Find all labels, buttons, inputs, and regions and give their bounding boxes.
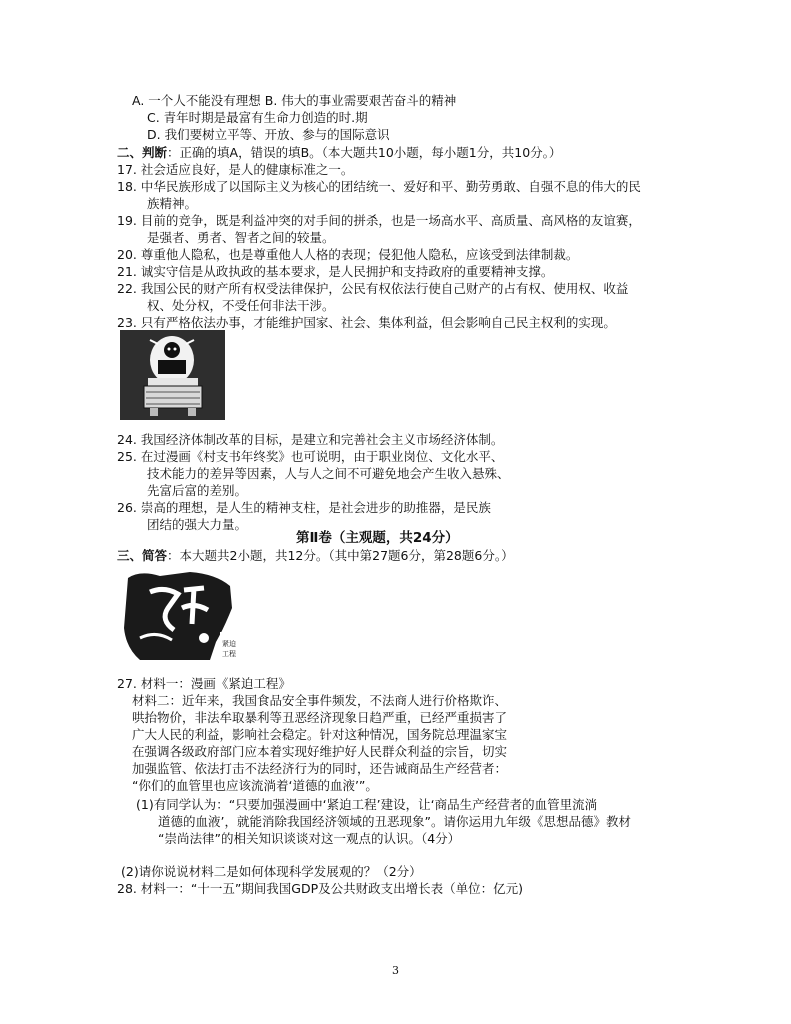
question-22-line2: 权、处分权，不受任何非法干涉。 [147,298,335,313]
question-27-material2-line2: 哄抬物价，非法牟取暴利等丑恶经济现象日趋严重，已经严重损害了 [132,710,508,725]
q16-option-d: D. 我们要树立平等、开放、参与的国际意识 [147,127,390,142]
cartoon-urgent-project-caption-2: 工程 [222,650,236,658]
cartoon-urgent-project-caption-1: 紧迫 [222,640,236,648]
question-27-material2-line6: “你们的血管里也应该流淌着‘道德的血液’”。 [132,778,378,793]
cartoon-urgent-project-drawing [120,568,242,666]
question-27-part1-line3: “崇尚法律”的相关知识谈谈对这一观点的认识。（4分） [158,831,461,846]
section-short-answer-instructions: ：本大题共2小题，共12分。（其中第27题6分，第28题6分。） [167,548,514,563]
question-18-line1: 18. 中华民族形成了以国际主义为核心的团结统一、爱好和平、勤劳勇敢、自强不息的伟大的民 [117,179,641,194]
question-27-part2: (2)请你说说材料二是如何体现科学发展观的？（2分） [121,864,422,879]
cartoon-village-secretary-drawing [120,330,225,420]
question-24: 24. 我国经济体制改革的目标，是建立和完善社会主义市场经济体制。 [117,432,504,447]
question-21: 21. 诚实守信是从政执政的基本要求，是人民拥护和支持政府的重要精神支撑。 [117,264,554,279]
question-27-part1-line2: 道德的血液’，就能消除我国经济领域的丑恶现象”。请你运用九年级《思想品德》教材 [158,814,631,829]
section-judgement-instructions: ：正确的填A，错误的填B。（本大题共10小题，每小题1分，共10分。） [167,145,562,160]
q16-option-ab: A. 一个人不能没有理想 B. 伟大的事业需要艰苦奋斗的精神 [132,93,457,108]
question-26-line1: 26. 崇高的理想，是人生的精神支柱，是社会进步的助推器，是民族 [117,500,491,515]
question-27-part1-line1: (1)有同学认为：“只要加强漫画中‘紧迫工程’建设，让‘商品生产经营者的血管里流淌 [136,797,598,812]
question-22-line1: 22. 我国公民的财产所有权受法律保护，公民有权依法行使自己财产的占有权、使用权、收益 [117,281,629,296]
page-number: 3 [392,964,399,977]
question-27-material2-line3: 广大人民的利益，影响社会稳定。针对这种情况，国务院总理温家宝 [132,727,508,742]
cartoon-urgent-project [120,568,242,666]
question-17: 17. 社会适应良好，是人的健康标准之一。 [117,162,354,177]
cartoon-village-secretary [120,330,225,420]
question-25-line1: 25. 在过漫画《村支书年终奖》也可说明，由于职业岗位、文化水平、 [117,449,504,464]
question-26-line2: 团结的强大力量。 [147,517,248,532]
question-27-material2-line5: 加强监管、依法打击不法经济行为的同时，还告诫商品生产经营者： [132,761,508,776]
question-23: 23. 只有严格依法办事，才能维护国家、社会、集体利益，但会影响自己民主权利的实现。 [117,315,616,330]
section-judgement-heading [117,145,561,161]
question-25-line2: 技术能力的差异等因素，人与人之间不可避免地会产生收入悬殊、 [147,466,510,481]
question-20: 20. 尊重他人隐私，也是尊重他人人格的表现；侵犯他人隐私，应该受到法律制裁。 [117,247,579,262]
question-25-line3: 先富后富的差别。 [147,483,248,498]
question-27-material1: 27. 材料一：漫画《紧迫工程》 [117,676,291,691]
question-27-material2-line4: 在强调各级政府部门应本着实现好维护好人民群众利益的宗旨，切实 [132,744,508,759]
part-two-heading: 第Ⅱ卷（主观题，共24分） [296,530,459,546]
question-19-line1: 19. 目前的竞争，既是利益冲突的对手间的拼杀，也是一场高水平、高质量、高风格的友谊赛， [117,213,641,228]
question-18-line2: 族精神。 [147,196,198,211]
section-judgement-label: 二、判断 [117,145,168,160]
section-short-answer-heading [117,548,514,564]
question-19-line2: 是强者、勇者、智者之间的较量。 [147,230,335,245]
q16-option-c: C. 青年时期是最富有生命力创造的时.期 [147,110,368,125]
section-short-answer-label: 三、简答 [117,548,168,563]
question-28-material1: 28. 材料一：“十一五”期间我国GDP及公共财政支出增长表（单位：亿元) [117,881,524,896]
question-27-material2-line1: 材料二：近年来，我国食品安全事件频发，不法商人进行价格欺诈、 [132,693,508,708]
